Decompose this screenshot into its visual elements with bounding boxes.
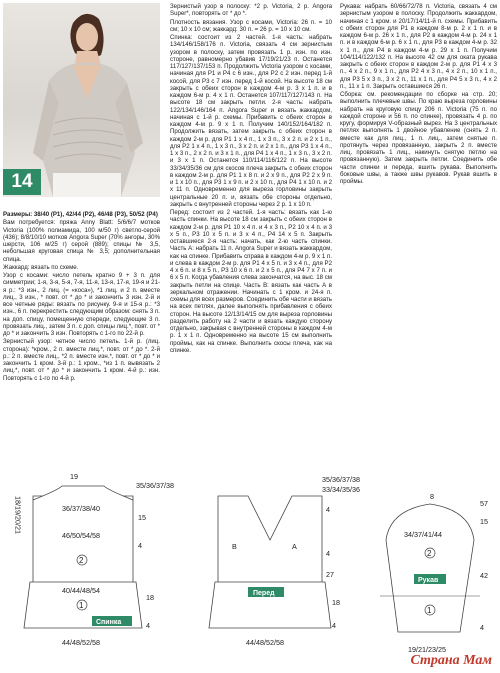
front-label: Перед	[253, 590, 275, 597]
back-bust-width: 46/50/54/58	[62, 531, 100, 540]
paragraph: Спинка: состоит из 2 частей. 1-я часть: набрать 134/146/158/176 п. Victoria, связать 4 см зернистым узором в полоску, затем провязать 1 р. изн. по изн. стороне, равномерно убавив 17/19/21/23 п. Останется 117/127/137/153 п. Продолжить Victoria узором с косами, начиная для Р1 и Р4 с 6 изн., для Р2 с 2 изн. перед 1-й косой, для Р3 с 7 изн. перед 1-й косой. На высоте 18 см закрыть с обеих сторон в каждом 4-м р. 3 х 1 п. и в каждом 6-м р. 4 х 1 п. Останется 107/117/127/143 п. На высоте 18 см закрыть петли. 2-я часть: набрать 122/134/146/164 п. Angora Super и вязать жаккардом, начиная с 1-й р. схемы. Прибавить с обеих сторон в каждом 4-м р. 9 х 1 п. Получим 140/152/164/182 п. Продолжить вязать, затем закрыть с обеих сторон в каждом 2-м р. для Р1 1 х 4 п., 1 х 3 п., 3 х 2 п. и 2 х 1 п., для Р2 1 х 4 п., 1 х 3 п., 3 х 2 п. и 2 х 1 п., для Р3 1 х 4 п., 1 х 3 п., 2 х 2 п. и 3 х 1 п., для Р4 1 х 4 п., 1 х 3 п., 3 х 2 п. и 3 х 1 п. Останется 110/114/116/122 п. На высоте 33/34/35/36 см для скосов плеча закрыть с обеих сторон в каждом 2-м р. для Р1 1 х 8 п. и 2 х 9 п., для Р2 2 х 9 п. и 1 х 10 п., для Р3 1 х 9 п. и 2 х 10 п., для Р4 1 х 10 п. и 2 х 11 п. Одновременно для выреза горловины закрыть центральные 20 п. и, вязать обе стороны отдельно, закрыть с внутренней стороны через 2 р. 1 х 10 п.	[170, 34, 332, 208]
sleeve-part-2: 2	[427, 549, 432, 558]
back-left-height: 18/19/20/21	[13, 496, 23, 534]
back-top-width: 19	[70, 472, 78, 481]
front-height-4: 18	[332, 598, 340, 607]
front-height-2: 4	[326, 549, 330, 558]
back-schematic	[14, 472, 174, 647]
back-height-3: 18	[146, 593, 154, 602]
front-upper-width: 33/34/35/36	[322, 485, 360, 494]
sleeve-top-width: 8	[430, 492, 434, 501]
back-shoulders: 35/36/37/38	[136, 481, 174, 490]
sleeve-height-1: 57	[480, 499, 488, 508]
sleeve-part-1: 1	[427, 606, 432, 615]
back-label: Спинка	[96, 619, 122, 626]
front-part-b: B	[232, 542, 237, 551]
paragraph: Вам потребуется: пряжа Anny Blatt: 5/6/6/7 мотков Victoria (100% полиамида, 100 м/50 г) светло-серой (436); 8/8/10/10 мотков Angora Super (70% ангоры, 30% шерсти, 106 м/25 г) серой (889); спицы № 3,5, небольшая круговая спица № 3,5; дополнительная спица.	[3, 219, 160, 263]
back-height-1: 15	[138, 513, 146, 522]
sleeve-label: Рукав	[418, 577, 439, 584]
front-height-1: 4	[326, 505, 330, 514]
front-schematic	[209, 475, 360, 647]
watermark: Страна Мам	[410, 653, 492, 668]
sleeve-height-3: 42	[480, 571, 488, 580]
sleeve-cap-width: 34/37/41/44	[404, 530, 442, 539]
paragraph: Рукава: набрать 60/66/72/78 п. Victoria, связать 4 см зернистым узором в полоску. Продолжить жаккардом, начиная с 1 кром. и 20/17/14/11-й п. схемы. Прибавить с обеих сторон для Р1 в каждом 8-м р. 2 х 1 п. и в каждом 6-м р. 26 х 1 п., для Р2 в каждом 4-м р. 24 х 1 п. и в каждом 6-м р. 6 х 1 п., для Р3 в каждом 4-м р. 32 х 1 п., для Р4 в каждом 4-м р. 29 х 1 п. Получим 104/114/122/132 п. На высоте 42 см для оката рукава закрыть с обеих сторон в каждом 2-м р. для Р1 4 х 3 п., 4 х 2 п., 9 х 1 п., для Р2 4 х 3 п., 4 х 2 п., 10 х 1 п., для Р3 5 х 3 п., 3 х 2 п., 11 х 1 п., для Р4 5 х 3 п., 4 х 2 п., 11 х 1 п. Закрыть оставшиеся 26 п.	[340, 3, 497, 90]
front-bottom-width: 44/48/52/58	[246, 638, 284, 647]
back-neckline	[33, 486, 133, 500]
paragraph: Сборка: см. рекомендации по сборке на стр. 20; выполнить плечевые швы. По краю выреза горловины набрать на круговую спицу 206 п. Victoria (75 п. по каждой стороне и 56 п. по спинке), провязать 4 р. по кругу, формируя V-образный вырез. На 3 центральных петлях выполнять 1 двойное убавление (снять 2 п. вместе как для лиц., 1 п. лиц., затем снятые п. протянуть через провязанную, закрыть 2 п. вместе лиц. провязать 1 лиц., накинуть снятую петлю на провязанную). Затем закрыть петли. Соединить обе части спинки и переда, вшить рукава. Выполнить боковые швы, а также швы рукавов. Рукав вшить в проймы.	[340, 91, 497, 185]
model-number-badge: 14	[3, 169, 41, 195]
paragraph: Зернистый узор в полоску: *2 р. Victoria, 2 р. Angora Super*, повторять от * до *.	[170, 3, 332, 18]
paragraph: Зернистый узор: четное число петель. 1-й р. (лиц. сторона): *кром., 2 п. вместе лиц.*, повт. от * до *. 2-й р.: 2 п. вместе лиц., *2 п. вместе изн.*, повт. от * до * и закончить 1 кром. 3-й р.: 1 кром., *из 1 п. вывязать 2 лиц.*, повт. от * до * и закончить 1 кром. 4-й р.: изн. Повторять с 1-го по 4-й р.	[3, 338, 160, 382]
sleeve-height-4: 4	[480, 623, 484, 632]
paragraph: Узор с косами: число петель кратно 9 + 3 п. для симметрии; 1-я, 3-я, 5-я, 7-я, 11-я, 13-я, 17-я, 19-я и 21-я р.: *3 изн., 2 лиц. (= «коса»), *1 лиц. и 2 п. вместе лиц., 3 изн., * повт. от * до * и закончить 3 изн. 2-й и все четные ряды: вязать по рисунку. 9-я и 15-я р.: *3 изн., 6 п. перекрестить следующим образом: снять 3 п. на доп. спицу, помещенную спереди, следующие 3 п. провязать лиц., затем 3 п. с доп. спицы лиц.*, повт. от * до * и закончить 3 изн. Повторять с 1-го по 22-й р.	[3, 272, 160, 337]
front-shoulders: 35/36/37/38	[322, 475, 360, 484]
sleeve-height-2: 15	[480, 517, 488, 526]
front-height-5: 4	[332, 621, 336, 630]
paragraph: Перед: состоит из 2 частей. 1-я часть: вязать как 1-ю часть спинки. На высоте 18 см закрыть с обеих сторон в каждом 2-м р. для Р1 10 х 4 п. и 4 х 3 п., Р2 10 х 4 п. и 3 х 5 п., Р3 10 х 5 п. и 3 х 4 п., Р4 14 х 5 п. Закрыть оставшиеся 2-я часть: начать, как 2-ю часть спинки. Часть А: набрать 11 п. Angora Super и вязать жаккардом, как на спинке. Прибавить справа в каждом 4-м р. 9 х 1 п. и слева в каждом 2-м р. для Р1 4 х 5 п. и 3 х 4 п., для Р2 4 х 6 п. и 8 х 5 п., Р3 10 х 6 п. и 2 х 5 п., для Р4 7 х 7 п. и 6 х 5 п. Когда убавления слева закончатся, на выс. 18 см закрыть петли на спице. Часть В: вязать как часть А в зеркальном отражении. Начинать с 1 кром. и 24-я п. схемы для всех размеров. Соединить обе части и вязать на всех петлях, далее выполнять прибавления с обеих сторон. На высоте 12/13/14/15 см для выреза горловины разделить работу на 2 части и вязать каждую сторону отдельно, закрывая с внутренней стороны в каждом 4-м р. 1 х 1 п. Одновременно на высоте 15 см выполнить проймы, как на спинке. Выполнить скосы плеча, как на спинке.	[170, 209, 332, 354]
back-height-4: 4	[146, 621, 150, 630]
sleeve-schematic	[380, 492, 488, 654]
front-part-a: A	[292, 542, 297, 551]
back-part-1: 1	[79, 601, 84, 610]
paragraph: Плотность вязания. Узор с косами, Victoria: 26 п. = 10 см; 10 х 10 см; жаккард: 30 п. = 26 р. = 10 х 10 см.	[170, 18, 332, 33]
sleeve-bottom-width: 19/21/23/25	[408, 645, 446, 654]
paragraph: Жаккард: вязать по схеме.	[3, 263, 79, 271]
paragraph: Размеры: 38/40 (P1), 42/44 (P2), 46/48 (P3), 50/52 (P4)	[3, 211, 158, 218]
back-hip-width: 40/44/48/54	[62, 586, 100, 595]
back-part-2: 2	[79, 556, 84, 565]
back-upper-width: 36/37/38/40	[62, 504, 100, 513]
back-bottom-width: 44/48/52/58	[62, 638, 100, 647]
front-height-3: 27	[326, 570, 334, 579]
back-height-2: 4	[138, 541, 142, 550]
